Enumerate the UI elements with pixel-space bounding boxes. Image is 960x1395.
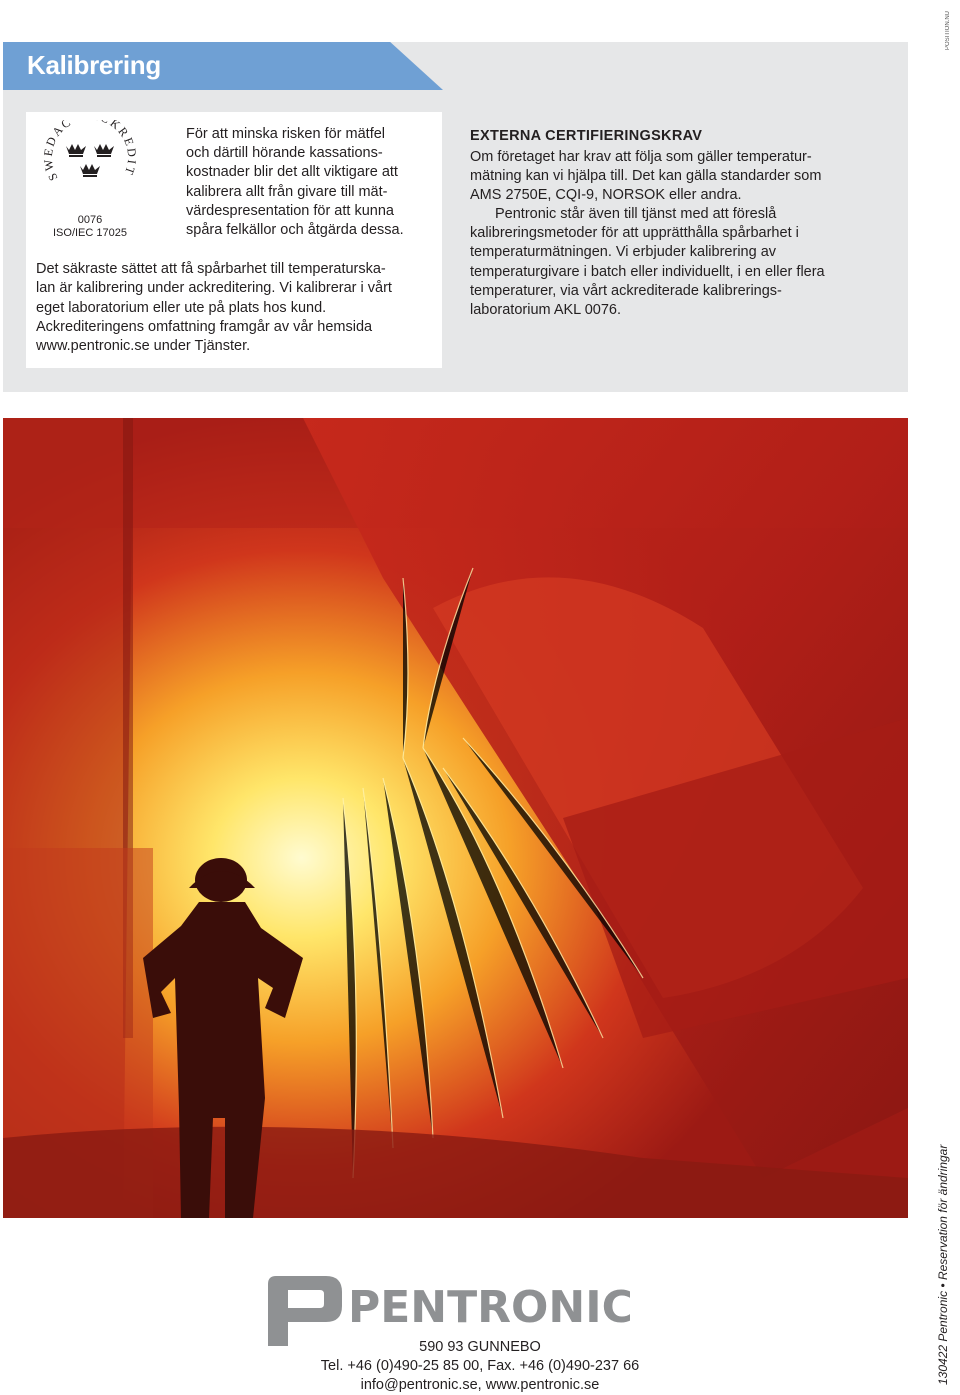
position-tag: POSITION.NU [945,10,951,50]
footer-phone: Tel. +46 (0)490-25 85 00, Fax. +46 (0)490-237 66 [320,1358,640,1374]
brand-wordmark: PENTRONIC [348,1282,630,1333]
external-paragraph-1 [470,148,880,206]
external-line: temperaturgivare i batch eller individuellt, i en eller flera [470,263,825,280]
swedac-logo [38,120,142,242]
pentronic-logo-icon [268,1276,630,1346]
accreditation-line: Det säkraste sättet att få spårbarhet till temperaturska- [36,261,386,277]
accreditation-line: lan är kalibrering under ackreditering. Vi kalibrerar i vårt [36,280,392,297]
intro-line: kalibrera allt från givare till mät- [186,183,388,200]
external-line: laboratorium AKL 0076. [470,302,622,319]
external-paragraph-2 [470,205,880,320]
accreditation-paragraph [36,260,436,356]
accreditation-standard: ISO/IEC 17025 [53,227,127,239]
external-line: mätning kan vi hjälpa till. Det kan gälla standarder som [470,168,822,185]
external-line: temperaturer, via vårt ackrediterade kalibrerings- [470,282,782,299]
accreditation-line: Ackrediteringens omfattning framgår av vår hemsida [36,318,373,335]
three-crowns-icon [66,144,114,177]
external-heading: EXTERNA CERTIFIERINGSKRAV [470,128,703,144]
external-line: Om företaget har krav att följa som gäller temperatur- [470,149,812,165]
intro-line: kostnader blir det allt viktigare att [186,164,398,181]
swedac-seal-icon [38,120,142,220]
pentronic-logo [268,1276,630,1346]
page-title: Kalibrering [27,50,161,80]
seal-ring-text: SWEDAC KREDIT [40,120,140,184]
accreditation-website: www.pentronic.se under Tjänster. [36,338,251,355]
side-note: 130422 Pentronic • Reservation för ändringar [936,1144,950,1385]
external-line: Pentronic står även till tjänst med att föreslå [495,206,777,222]
footer-web: info@pentronic.se, www.pentronic.se [360,1377,600,1393]
external-line: kalibreringsmetoder för att upprätthålla spårbarhet i [470,225,799,242]
intro-line: För att minska risken för mätfel [186,126,386,142]
intro-line: och därtill hörande kassations- [186,145,383,162]
accreditation-line: eget laboratorium eller ute på plats hos kund. [36,299,327,316]
intro-line: värdespresentation för att kunna [186,202,394,219]
intro-paragraph [186,125,434,240]
external-line: AMS 2750E, CQI-9, NORSOK eller andra. [470,187,742,204]
accreditation-number: 0076 [77,214,103,226]
foundry-photo [3,418,908,1218]
foundry-worker-image [3,418,908,1218]
intro-line: spåra felkällor och åtgärda dessa. [186,222,404,239]
footer-address: 590 93 GUNNEBO [419,1339,541,1355]
external-line: temperaturmätningen. Vi erbjuder kalibrering av [470,244,777,261]
